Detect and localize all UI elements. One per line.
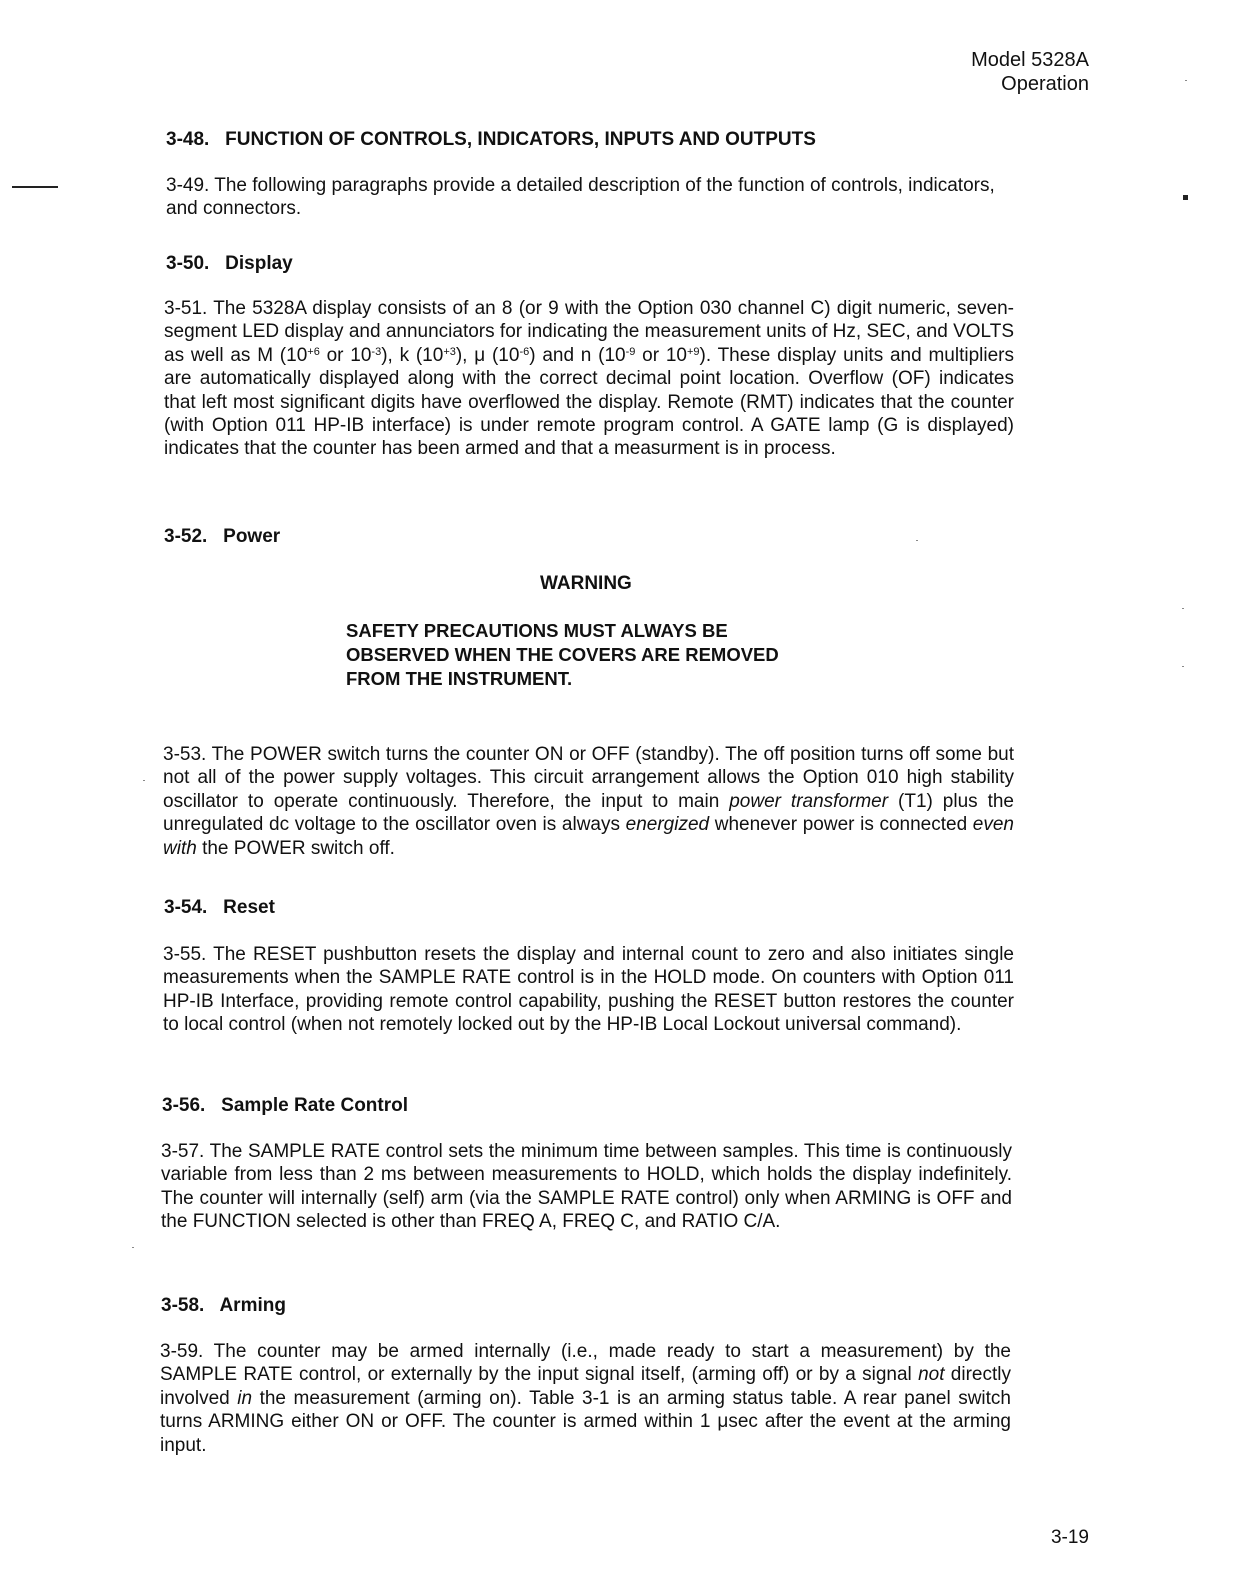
section-heading-3-50 (166, 252, 293, 276)
warning-text: SAFETY PRECAUTIONS MUST ALWAYS BE OBSERVED WHEN THE COVERS ARE REMOVED FROM THE INSTRUMENT. (346, 620, 779, 689)
section-number: 3-48. (166, 129, 210, 150)
section-heading-3-56 (162, 1094, 408, 1118)
italic-run: power transformer (729, 790, 889, 812)
text-run: 3-59. The counter may be armed internally (i.e., made ready to start a measurement) by the SAMPLE RATE control, or externally by the input signal itself, (arming off) or by a signal (160, 1341, 1011, 1386)
section-title: FUNCTION OF CONTROLS, INDICATORS, INPUTS AND OUTPUTS (225, 129, 816, 150)
superscript: +3 (443, 345, 456, 358)
text-run: (T1) plus the unregulated dc voltage to the oscillator oven is always (163, 790, 1014, 836)
superscript: -9 (625, 345, 636, 358)
text-run: 3-53. The POWER switch turns the counter ON or OFF (standby). The off position turns off some but not all of the power supply voltages. This circuit arrangement allows the Option 010 high stability oscillator to operate continuously. Therefore, the input to main (163, 744, 1014, 812)
superscript: -6 (519, 345, 530, 358)
scan-speck (916, 540, 918, 541)
section-heading-3-54 (164, 896, 275, 920)
scan-speck (1185, 80, 1187, 81)
paragraph-3-55: 3-55. The RESET pushbutton resets the display and internal count to zero and also initiates single measurements when the SAMPLE RATE control is in the HOLD mode. On counters with Option 011 HP-IB Interface, providing remote control capability, pushing the RESET button restores the counter to local control (when not remotely locked out by the HP-IB Local Lockout universal command). (163, 944, 1014, 1036)
section-number: 3-58. (161, 1295, 205, 1316)
paragraph-3-51 (164, 297, 1014, 461)
scan-speck (132, 1247, 134, 1248)
text-run: ). These display units and multipliers are automatically displayed along with the correct decimal point location. Overflow (OF) indicates that left most significant digits have overflowed the display. Remote (RMT) indicates that the counter (with Option 011 HP-IB interface) is under remote program control. A GATE lamp (G is displayed) indicates that the counter has been armed and that a measurment is in process. (164, 344, 1014, 460)
header-model: Model 5328A (971, 49, 1089, 71)
text-run: the POWER switch off. (196, 837, 395, 859)
margin-change-bar (12, 186, 58, 188)
section-number: 3-54. (164, 897, 208, 918)
text-run: or 10 (635, 344, 687, 366)
section-heading-3-58 (161, 1294, 286, 1318)
text-run: ), μ (10 (455, 344, 520, 366)
italic-run: not (918, 1364, 945, 1386)
paragraph-3-59 (160, 1340, 1011, 1457)
italic-run: even with (163, 814, 1014, 859)
section-heading-3-48 (166, 128, 816, 152)
text-run: directly involved (160, 1364, 1011, 1409)
section-title: Reset (223, 897, 275, 918)
italic-run: energized (625, 814, 710, 836)
warning-title: WARNING (540, 573, 632, 594)
page-number: 3-19 (1050, 1527, 1089, 1548)
italic-run: in (237, 1387, 253, 1409)
section-number: 3-52. (164, 526, 208, 547)
section-title: Arming (219, 1295, 286, 1316)
paragraph-3-49: 3-49. The following paragraphs provide a detailed description of the function of controls, indicators, and connectors. (166, 175, 995, 220)
scan-speck (1182, 608, 1184, 609)
scan-speck (143, 780, 145, 781)
section-heading-3-52 (164, 525, 280, 549)
section-number: 3-56. (162, 1095, 206, 1116)
text-run: 3-51. The 5328A display consists of an 8 (or 9 with the Option 030 channel C) digit numeric, seven-segment LED display and annunciators for indicating the measurement units of Hz, SEC, and VOLTS as well as M (10 (164, 298, 1014, 366)
paragraph-3-53 (163, 743, 1014, 860)
scan-speck (1182, 666, 1184, 667)
paragraph-3-57: 3-57. The SAMPLE RATE control sets the minimum time between samples. This time is continuously variable from less than 2 ms between measurements to HOLD, which holds the display indefinitely. The counter will internally (self) arm (via the SAMPLE RATE control) only when ARMING is OFF and the FUNCTION selected is other than FREQ A, FREQ C, and RATIO C/A. (161, 1141, 1012, 1233)
text-run: or 10 (319, 344, 372, 366)
superscript: +9 (686, 345, 700, 358)
superscript: +6 (307, 345, 320, 358)
section-title: Power (223, 526, 281, 547)
text-run: the measurement (arming on). Table 3-1 is an arming status table. A rear panel switch turns ARMING either ON or OFF. The counter is armed within 1 μsec after the event at the arming input. (160, 1387, 1011, 1456)
superscript: -3 (371, 345, 382, 358)
text-run: ), k (10 (381, 344, 444, 366)
section-title: Display (225, 253, 293, 274)
margin-mark (1183, 195, 1188, 200)
running-header (971, 48, 1089, 96)
header-section: Operation (1001, 73, 1089, 95)
section-number: 3-50. (166, 253, 210, 274)
section-title: Sample Rate Control (221, 1095, 409, 1116)
text-run: whenever power is connected (709, 814, 973, 836)
text-run: ) and n (10 (529, 344, 626, 366)
